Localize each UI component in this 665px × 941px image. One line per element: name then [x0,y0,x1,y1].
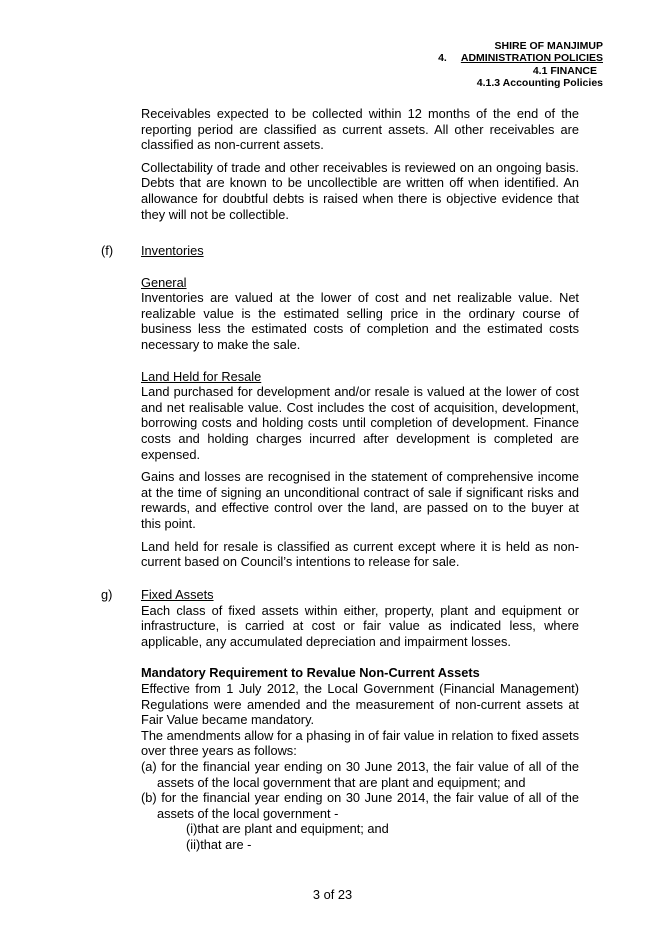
page-header [438,40,603,90]
land-paragraph-3: Land held for resale is classified as current except where it is held as non-current based on Council’s intentions to release for sale. [141,538,579,570]
list-item-b: (b) for the financial year ending on 30 June 2014, the fair value of all of the assets of the local government - [141,790,579,821]
header-policy: 4.1.3 Accounting Policies [476,77,603,90]
section-label-g: g) [101,587,113,602]
receivables-block [141,106,579,222]
page-number: 3 of 23 [312,887,353,902]
header-section [438,52,603,64]
fixed-assets-block [141,587,579,853]
list-item-b-i: (i)that are plant and equipment; and [186,821,389,837]
header-section-num: 4. [438,52,447,65]
header-section-title: ADMINISTRATION POLICIES [460,52,603,65]
section-label-f: (f) [101,243,114,258]
land-paragraph-1: Land purchased for development and/or resale is valued at the lower of cost and net realisable value. Cost includes the cost of acquisition, development, borrowing costs and holding costs until completion of development. Finance costs and holding charges incurred after development is completed are expensed. [141,384,579,462]
mandatory-paragraph-2: The amendments allow for a phasing in of fair value in relation to fixed assets over three years as follows: [141,727,579,759]
header-subsection: 4.1 FINANCE [532,64,597,77]
list-item-b-ii: (ii)that are - [186,836,252,852]
general-title: General [141,274,187,290]
header-org: SHIRE OF MANJIMUP [494,40,603,52]
land-paragraph-2: Gains and losses are recognised in the statement of comprehensive income at the time of signing an unconditional contract of sale if significant risks and rewards, and effective control over the land, are passed on to the buyer at this point. [141,469,579,531]
mandatory-title: Mandatory Requirement to Revalue Non-Current Assets [141,665,480,681]
list-item-a: (a) for the financial year ending on 30 June 2013, the fair value of all of the assets of the local government that are plant and equipment; and [141,758,579,790]
general-paragraph: Inventories are valued at the lower of cost and net realizable value. Net realizable value is the estimated selling price in the ordinary course of business less the estimated costs of completion and the estimated costs necessary to make the sale. [141,290,579,352]
fixed-assets-intro: Each class of fixed assets within either, property, plant and equipment or infrastructure, is carried at cost or fair value as indicated less, where applicable, any accumulated depreciation and impairment losses. [141,602,579,649]
fixed-assets-title: Fixed Assets [141,587,214,602]
mandatory-paragraph-1: Effective from 1 July 2012, the Local Government (Financial Management) Regulations were amended and the measurement of non-current assets at Fair Value became mandatory. [141,680,579,728]
inventories-block [141,243,579,570]
receivables-paragraph-1: Receivables expected to be collected within 12 months of the end of the reporting period are classified as current assets. All other receivables are classified as non-current assets. [141,106,579,153]
receivables-paragraph-2: Collectability of trade and other receivables is reviewed on an ongoing basis. Debts that are known to be uncollectible are written off when identified. An allowance for doubtful debts is raised when there is objective evidence that they will not be collectible. [141,159,579,222]
land-held-title: Land Held for Resale [141,368,262,384]
inventories-title: Inventories [141,243,204,258]
